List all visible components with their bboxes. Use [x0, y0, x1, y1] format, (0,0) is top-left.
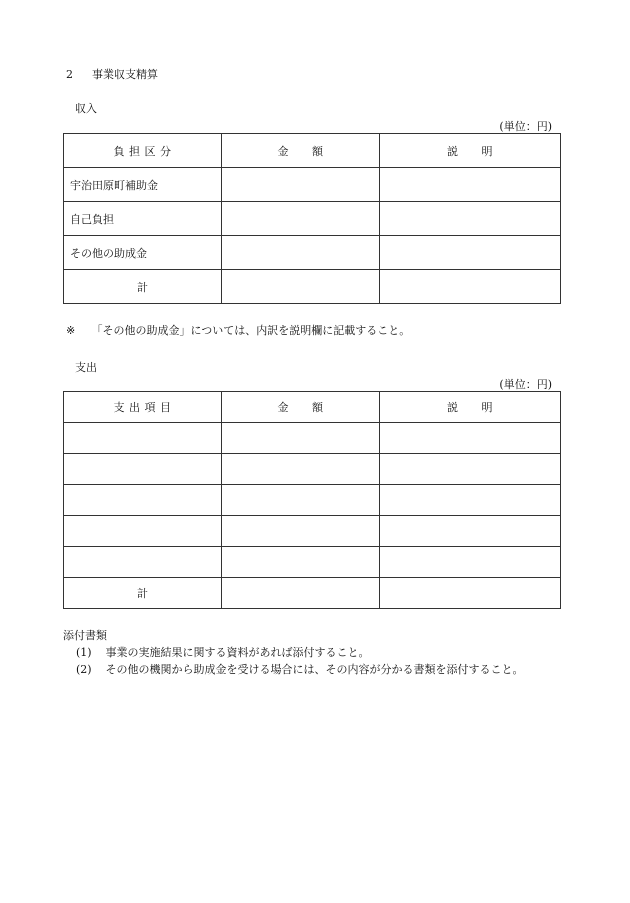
list-item — [76, 661, 524, 677]
income-total-label: 計 — [64, 270, 222, 304]
expense-header-amount: 金 額 — [222, 392, 380, 423]
expense-total-description — [380, 578, 561, 609]
table-row — [64, 454, 561, 485]
expense-item-cell — [64, 423, 222, 454]
expense-description-cell — [380, 547, 561, 578]
income-note — [66, 322, 410, 338]
income-description-cell — [380, 202, 561, 236]
income-description-cell — [380, 168, 561, 202]
expense-total-row — [64, 578, 561, 609]
attachments-title: 添付書類 — [63, 629, 107, 642]
section-title-text: 事業収支精算 — [92, 68, 158, 81]
income-total-row — [64, 270, 561, 304]
income-header-amount: 金 額 — [222, 134, 380, 168]
expense-description-cell — [380, 454, 561, 485]
expense-item-cell — [64, 547, 222, 578]
table-row — [64, 168, 561, 202]
expense-header-row — [64, 392, 561, 423]
note-text: 「その他の助成金」については、内訳を説明欄に記載すること。 — [91, 324, 411, 337]
attachment-number: (2) — [76, 663, 92, 676]
expense-amount-cell — [222, 516, 380, 547]
income-category-cell: 自己負担 — [64, 202, 222, 236]
attachment-number: (1) — [76, 646, 92, 659]
income-unit: (単位：円) — [499, 120, 552, 133]
income-amount-cell — [222, 236, 380, 270]
expense-description-cell — [380, 423, 561, 454]
income-heading: 収入 — [75, 102, 97, 115]
attachment-text: 事業の実施結果に関する資料があれば添付すること。 — [105, 646, 370, 659]
expense-item-cell — [64, 454, 222, 485]
list-item — [76, 644, 370, 660]
expense-item-cell — [64, 516, 222, 547]
expense-item-cell — [64, 485, 222, 516]
income-category-cell: その他の助成金 — [64, 236, 222, 270]
income-header-category: 負 担 区 分 — [64, 134, 222, 168]
expense-amount-cell — [222, 454, 380, 485]
expense-header-item: 支 出 項 目 — [64, 392, 222, 423]
expense-total-label: 計 — [64, 578, 222, 609]
table-row — [64, 547, 561, 578]
expense-total-amount — [222, 578, 380, 609]
expense-heading: 支出 — [75, 361, 97, 374]
income-table — [63, 133, 561, 304]
income-header-description: 説 明 — [380, 134, 561, 168]
attachment-text: その他の機関から助成金を受ける場合には、その内容が分かる書類を添付すること。 — [105, 663, 524, 676]
income-amount-cell — [222, 168, 380, 202]
income-category-cell: 宇治田原町補助金 — [64, 168, 222, 202]
expense-table — [63, 391, 561, 609]
income-total-description — [380, 270, 561, 304]
note-mark: ※ — [66, 324, 76, 337]
section-number: 2 — [66, 68, 73, 81]
table-row — [64, 516, 561, 547]
expense-description-cell — [380, 516, 561, 547]
income-description-cell — [380, 236, 561, 270]
expense-description-cell — [380, 485, 561, 516]
section-title — [66, 66, 158, 82]
expense-unit: (単位：円) — [499, 378, 552, 391]
table-row — [64, 485, 561, 516]
table-row — [64, 202, 561, 236]
income-header-row — [64, 134, 561, 168]
table-row — [64, 236, 561, 270]
income-total-amount — [222, 270, 380, 304]
income-amount-cell — [222, 202, 380, 236]
table-row — [64, 423, 561, 454]
expense-header-description: 説 明 — [380, 392, 561, 423]
expense-amount-cell — [222, 423, 380, 454]
expense-amount-cell — [222, 485, 380, 516]
expense-amount-cell — [222, 547, 380, 578]
